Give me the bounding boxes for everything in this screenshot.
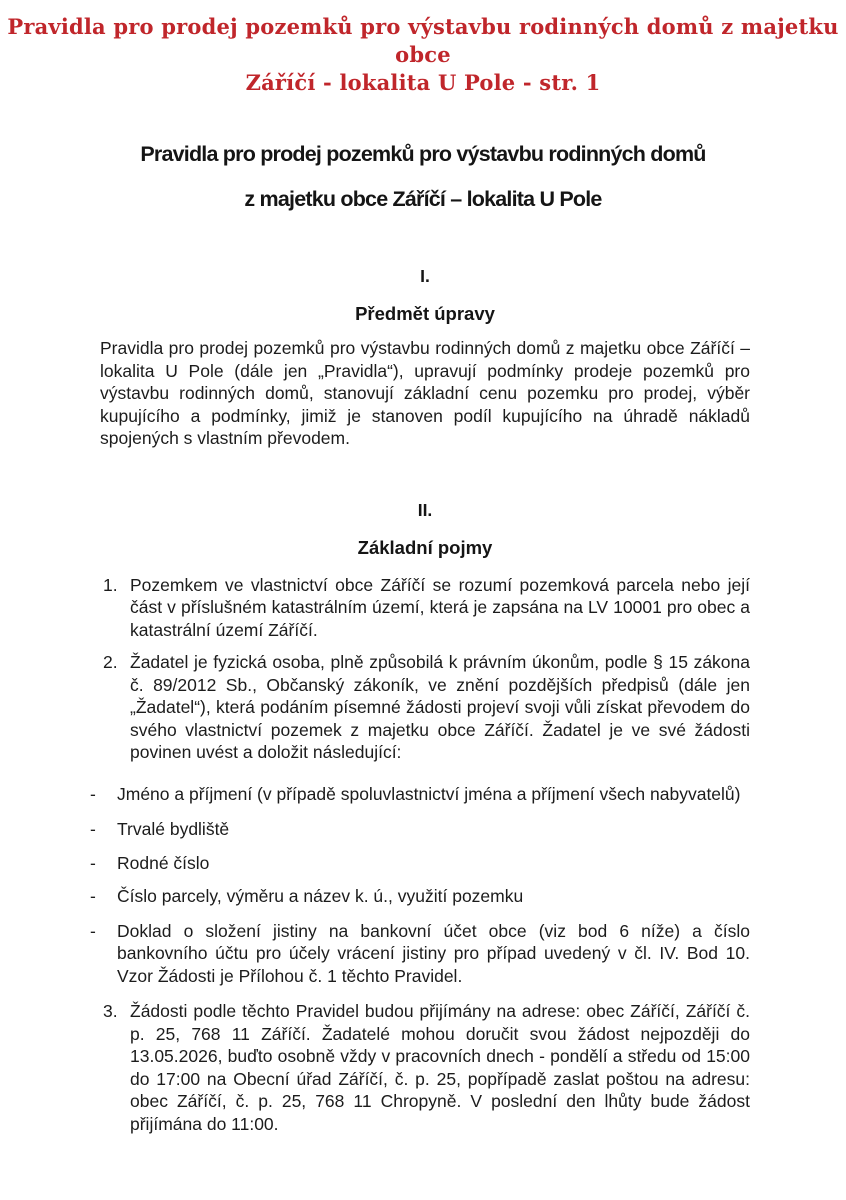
dash-item-text: Trvalé bydliště xyxy=(117,819,230,839)
numbered-item-3 xyxy=(100,1000,750,1135)
document-title-line2: z majetku obce Záříčí – lokalita U Pole xyxy=(244,187,602,211)
section-1-paragraph: Pravidla pro prodej pozemků pro výstavbu rodinných domů z majetku obce Záříčí – lokalita U Pole (dále jen „Pravidla“), upravují podmínky prodeje pozemků pro výstavbu rodinných domů, stanovují základní cenu pozemku pro prodej, výběr kupujícího a podmínky, jimiž je stanoven podíl kupujícího na úhradě nákladů spojených s vlastním převodem. xyxy=(100,338,750,448)
dash-item-deposit-proof xyxy=(90,920,750,988)
document-body xyxy=(90,265,750,1135)
section-1-number: I. xyxy=(420,266,430,286)
item-2-number: 2. xyxy=(103,652,118,672)
document-title xyxy=(0,142,846,211)
item-1-number: 1. xyxy=(103,574,118,595)
dash-list xyxy=(90,783,750,988)
dash-item-birth-number xyxy=(90,852,750,875)
dash-marker: - xyxy=(90,819,96,839)
dash-marker: - xyxy=(90,920,96,941)
numbered-item-1 xyxy=(100,574,750,642)
dash-marker: - xyxy=(90,852,96,873)
dash-item-residence xyxy=(90,818,750,841)
item-3-number: 3. xyxy=(103,1001,118,1021)
document-title-line1: Pravidla pro prodej pozemků pro výstavbu rodinných domů xyxy=(140,142,706,166)
dash-item-text: Jméno a příjmení (v případě spoluvlastnictví jména a příjmení všech nabyvatelů) xyxy=(117,783,741,804)
numbered-item-2 xyxy=(100,651,750,764)
red-header-line1: Pravidla pro prodej pozemků pro výstavbu rodinných domů z majetku obce xyxy=(7,14,839,67)
red-page-header xyxy=(0,0,846,97)
item-1-text: Pozemkem ve vlastnictví obce Záříčí se rozumí pozemková parcela nebo její část v příslušném katastrálním území, která je zapsána na LV 10001 pro obec a katastrální území Záříčí. xyxy=(130,574,750,640)
dash-item-text: Doklad o složení jistiny na bankovní účet obce (viz bod 6 níže) a číslo bankovního účtu pro účely vrácení jistiny pro případ uvedený v čl. IV. Bod 10. Vzor Žádosti je Přílohou č. 1 těchto Pravidel. xyxy=(117,920,750,986)
dash-item-text: Číslo parcely, výměru a název k. ú., využití pozemku xyxy=(117,886,524,906)
section-2-number: II. xyxy=(417,499,433,520)
section-1-heading: Předmět úpravy xyxy=(355,303,495,324)
section-2-heading: Základní pojmy xyxy=(357,536,493,558)
red-header-line2: Záříčí - lokalita U Pole - str. 1 xyxy=(245,70,601,95)
dash-item-text: Rodné číslo xyxy=(117,852,210,873)
dash-marker: - xyxy=(90,886,96,906)
item-3-text: Žádosti podle těchto Pravidel budou přijímány na adrese: obec Záříčí, Záříčí č. p. 25, 768 11 Záříčí. Žadatelé mohou doručit svou žádost nejpozději do 13.05.2026, buďto osobně vždy v pracovních dnech - pondělí a středu od 15:00 do 17:00 na Obecní úřad Záříčí, č. p. 25, popřípadě zaslat poštou na adresu: obec Záříčí, č. p. 25, 768 11 Chropyně. V poslední den lhůty bude žádost přijímána do 11:00. xyxy=(130,1001,750,1134)
dash-item-parcel-number xyxy=(90,885,750,908)
dash-marker: - xyxy=(90,783,96,804)
item-2-text: Žadatel je fyzická osoba, plně způsobilá k právním úkonům, podle § 15 zákona č. 89/2012 Sb., Občanský zákoník, ve znění pozdějších předpisů (dále jen „Žadatel“), která podáním písemné žádosti projeví svoji vůli získat převodem do svého vlastnictví pozemek z majetku obce Záříčí. Žadatel je ve své žádosti povinen uvést a doložit následující: xyxy=(130,652,750,762)
dash-item-name-surname xyxy=(90,783,750,806)
